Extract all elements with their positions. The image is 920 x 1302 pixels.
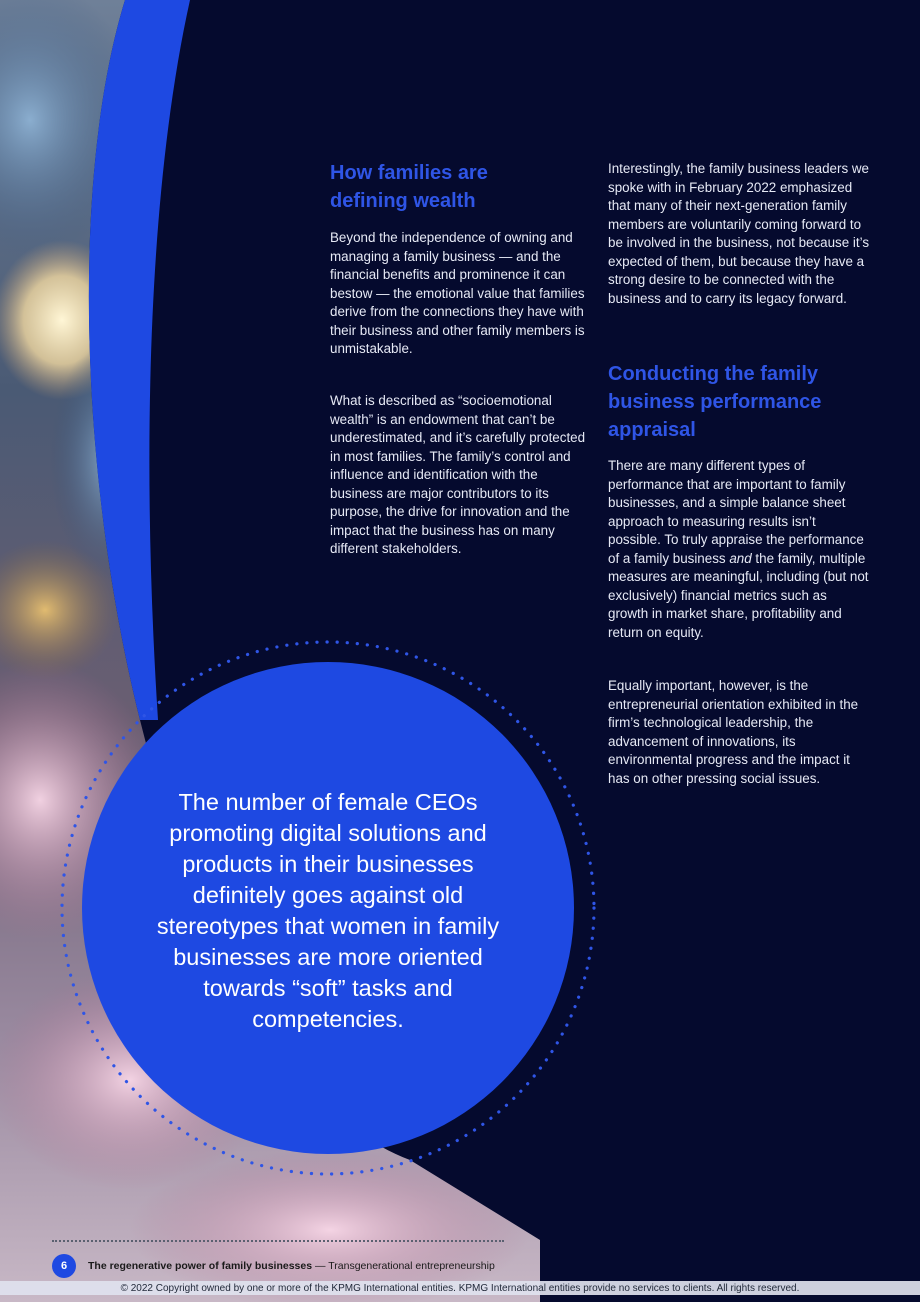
body-paragraph: Beyond the independence of owning and managing a family business — and the financial benefits and prominence it can bestow — the emotional value that families derive from the connections they have with their business and other family members is unmistakable. (330, 230, 585, 356)
body-paragraph (608, 457, 870, 642)
section-heading-defining-wealth: How families are defining wealth (330, 162, 488, 212)
paragraph-text: There are many different types of performance that are important to family businesses, and a simple balance sheet approach to measuring results isn’t possible. To truly appraise the performance of a family business (608, 458, 864, 566)
body-paragraph: Interestingly, the family business leaders we spoke with in February 2022 emphasized that many of their next-generation family members are voluntarily coming forward to be involved in the business, not because it’s expected of them, but because they have a strong desire to be connected with the business and to carry its legacy forward. (608, 161, 870, 306)
emphasis-text: and (729, 550, 752, 566)
section-title: — Transgenerational entrepreneurship (312, 1260, 495, 1272)
body-paragraph: Equally important, however, is the entrepreneurial orientation exhibited in the firm’s technological leadership, the advancement of innovations, its environmental progress and the impact it has on other pressing social issues. (608, 678, 859, 786)
paragraph-text: the family, multiple measures are meaningful, including (but not exclusively) financial metrics such as growth in market share, profitability and return on equity. (608, 550, 869, 640)
footer-divider (52, 1240, 504, 1242)
copyright-notice: © 2022 Copyright owned by one or more of the KPMG International entities. KPMG International entities provide no services to clients. All rights reserved. (120, 1283, 800, 1294)
section-heading-performance-appraisal: Conducting the family business performance appraisal (608, 363, 822, 441)
footer-running-title (88, 1260, 495, 1272)
pull-quote: The number of female CEOs promoting digital solutions and products in their businesses definitely goes against old stereotypes that women in family businesses are more oriented towards “soft” tasks and competencies. (156, 789, 500, 1032)
body-paragraph: What is described as “socioemotional wealth” is an endowment that can’t be underestimated, and it’s carefully protected in most families. The family’s control and influence and identification with the business are major contributors to its purpose, the drive for innovation and the impact that the business has on many different stakeholders. (330, 393, 586, 556)
publication-title: The regenerative power of family businesses (88, 1260, 313, 1272)
page-number-badge: 6 (52, 1254, 76, 1278)
